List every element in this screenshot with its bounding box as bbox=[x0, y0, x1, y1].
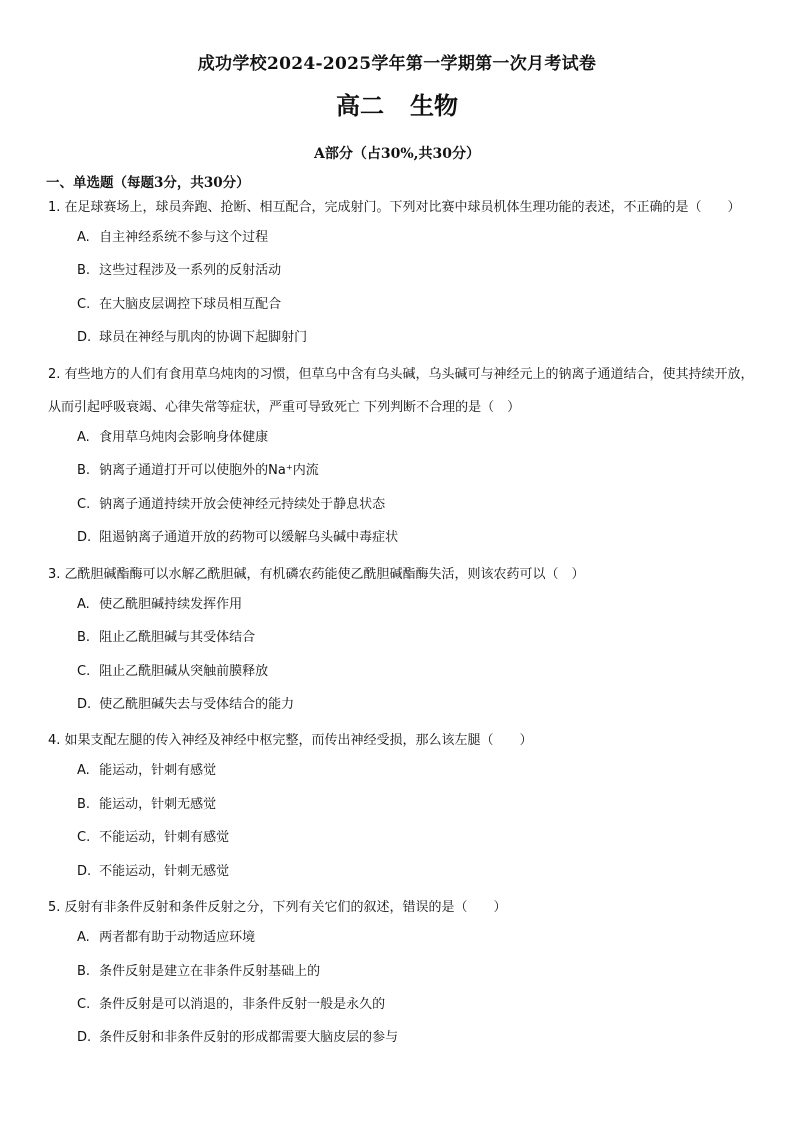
grade-label: 高二 bbox=[336, 91, 384, 120]
question-4-text: 4. 如果支配左腿的传入神经及神经中枢完整，而传出神经受损，那么该左腿（ ） bbox=[48, 733, 533, 748]
question-5-text: 5. 反射有非条件反射和条件反射之分，下列有关它们的叙述，错误的是（ ） bbox=[48, 900, 507, 915]
question-4-option-a: A. 能运动，针刺有感觉 bbox=[77, 763, 217, 778]
section-heading: 一、单选题（每题3分，共30分） bbox=[46, 175, 250, 191]
question-3-option-a: A. 使乙酰胆碱持续发挥作用 bbox=[77, 597, 243, 612]
question-1-option-a: A. 自主神经系统不参与这个过程 bbox=[77, 230, 269, 245]
exam-title: 成功学校2024-2025学年第一学期第一次月考试卷 bbox=[197, 54, 597, 74]
question-2-option-d: D. 阻遏钠离子通道开放的药物可以缓解乌头碱中毒症状 bbox=[77, 530, 399, 545]
question-1-option-b: B. 这些过程涉及一系列的反射活动 bbox=[77, 263, 282, 278]
subject-label: 生物 bbox=[410, 91, 458, 120]
question-5-option-d: D. 条件反射和非条件反射的形成都需要大脑皮层的参与 bbox=[77, 1030, 399, 1045]
part-heading: A部分（占30%,共30分） bbox=[313, 146, 480, 162]
question-4-option-c: C. 不能运动，针刺有感觉 bbox=[77, 830, 230, 845]
question-3-option-b: B. 阻止乙酰胆碱与其受体结合 bbox=[77, 630, 256, 645]
grade-subject-title bbox=[0, 86, 794, 121]
question-1-text: 1. 在足球赛场上，球员奔跑、抢断、相互配合，完成射门。下列对比赛中球员机体生理功能的表述，不正确的是（ ） bbox=[48, 200, 741, 215]
question-4-option-d: D. 不能运动，针刺无感觉 bbox=[77, 864, 230, 879]
question-3-option-c: C. 阻止乙酰胆碱从突触前膜释放 bbox=[77, 664, 269, 679]
question-1-option-d: D. 球员在神经与肌肉的协调下起脚射门 bbox=[77, 330, 308, 345]
question-2-text: 2. 有些地方的人们有食用草乌炖肉的习惯，但草乌中含有乌头碱，乌头碱可与神经元上的钠离子通道结合，使其持续开放，从而引起呼吸衰竭、心律失常等症状，严重可导致死亡 下列判断不合理的是（ ） bbox=[48, 367, 754, 415]
question-5-option-c: C. 条件反射是可以消退的，非条件反射一般是永久的 bbox=[77, 997, 386, 1012]
question-5-option-a: A. 两者都有助于动物适应环境 bbox=[77, 930, 256, 945]
question-1-option-c: C. 在大脑皮层调控下球员相互配合 bbox=[77, 297, 282, 312]
question-5-option-b: B. 条件反射是建立在非条件反射基础上的 bbox=[77, 964, 321, 979]
question-2-option-a: A. 食用草乌炖肉会影响身体健康 bbox=[77, 430, 269, 445]
question-3-option-d: D. 使乙酰胆碱失去与受体结合的能力 bbox=[77, 697, 295, 712]
question-3-text: 3. 乙酰胆碱酯酶可以水解乙酰胆碱，有机磷农药能使乙酰胆碱酯酶失活，则该农药可以（ ） bbox=[48, 567, 585, 582]
question-2-option-c: C. 钠离子通道持续开放会使神经元持续处于静息状态 bbox=[77, 497, 386, 512]
question-2-option-b: B. 钠离子通道打开可以使胞外的Na⁺内流 bbox=[77, 463, 319, 478]
question-4-option-b: B. 能运动，针刺无感觉 bbox=[77, 797, 217, 812]
